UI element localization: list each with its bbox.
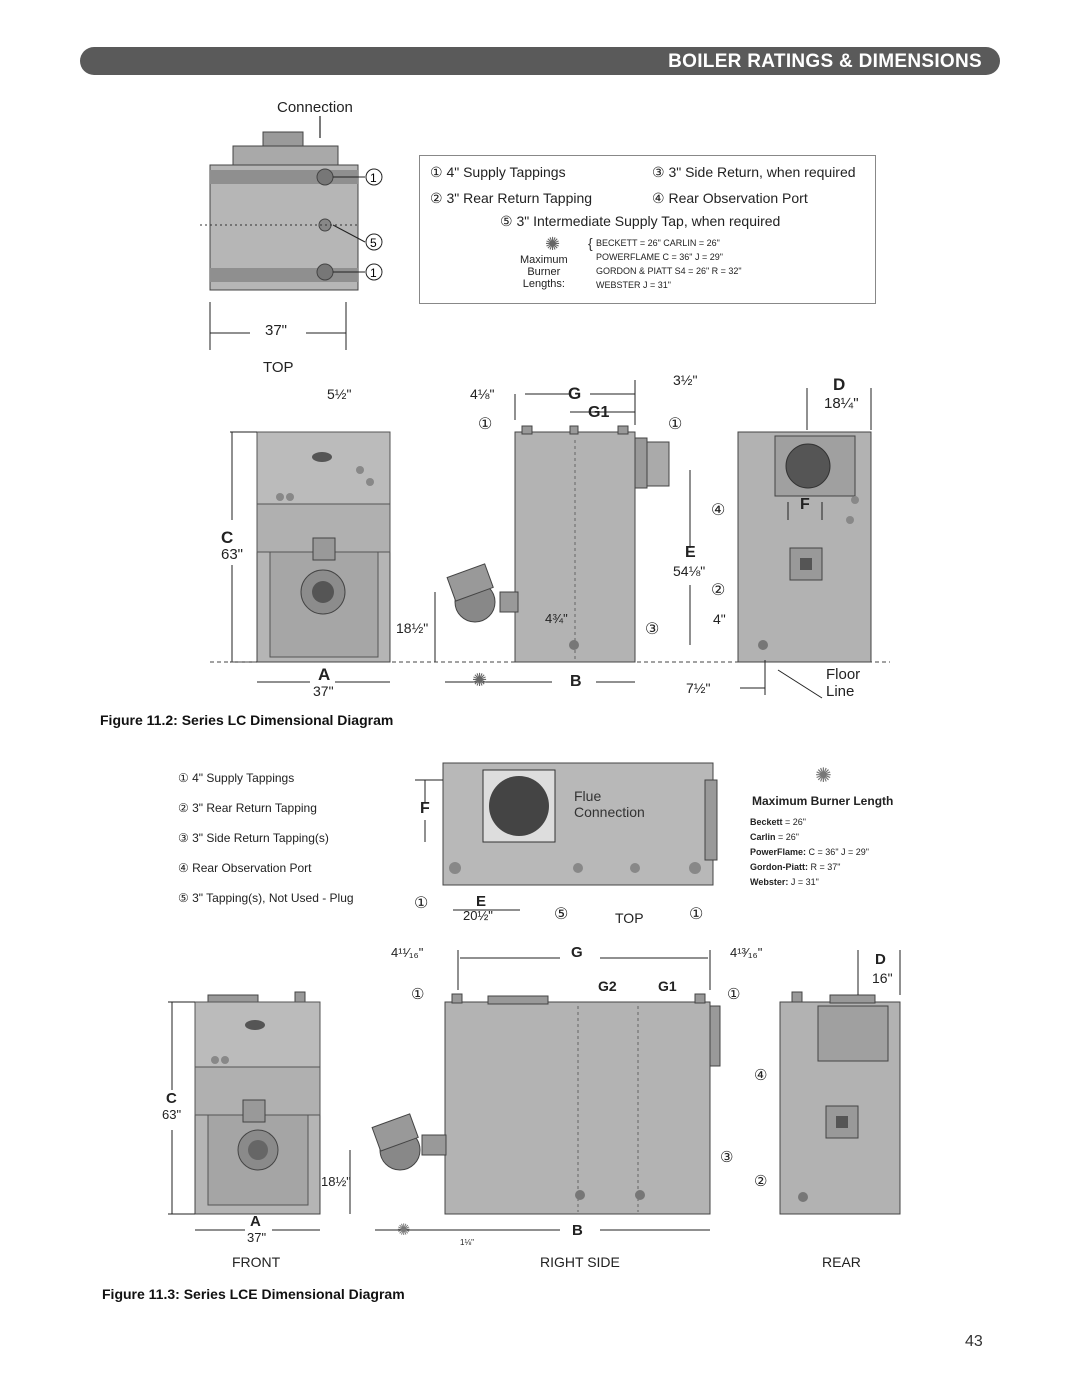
- dim-18-25: 18¼": [824, 395, 859, 412]
- dim-D: D: [833, 375, 846, 394]
- lce-dim-G2: G2: [598, 978, 617, 994]
- callout-1: ①: [478, 416, 493, 433]
- lce-dim-G1: G1: [658, 978, 677, 994]
- view-label-right-side: RIGHT SIDE: [540, 1254, 620, 1270]
- lce-dim-16: 16": [872, 970, 893, 986]
- lce-top-label: TOP: [615, 910, 644, 926]
- lce-dim-4-11-16: 4¹¹⁄₁₆": [391, 945, 424, 960]
- legend-item-1: ① 4" Supply Tappings: [178, 771, 295, 785]
- dim-4-1-8: 4⅛": [470, 386, 495, 402]
- lce-dim-4-13-16: 4¹³⁄₁₆": [730, 945, 763, 960]
- svg-text:5: 5: [370, 236, 377, 250]
- dim-63: 63": [221, 546, 244, 563]
- figure-11-2-caption: Figure 11.2: Series LC Dimensional Diagram: [100, 712, 394, 728]
- lce-dim-63: 63": [162, 1107, 182, 1122]
- dim-4: 4": [713, 611, 726, 627]
- lce-legend-list: [178, 763, 354, 913]
- legend-item-5: ⑤ 3" Tapping(s), Not Used - Plug: [178, 891, 354, 905]
- legend-item-2: ② 3" Rear Return Tapping: [430, 190, 593, 206]
- legend-item-3: ③ 3" Side Return, when required: [652, 164, 856, 180]
- connection-label: Connection: [277, 99, 353, 116]
- callout-1: ①: [689, 906, 704, 923]
- callout-3: ③: [645, 621, 660, 638]
- view-label-front: FRONT: [232, 1254, 281, 1270]
- lce-dim-G: G: [571, 944, 583, 961]
- dim-G1: G1: [588, 404, 610, 421]
- callout-1: ①: [727, 986, 741, 1003]
- dim-5-5: 5½": [327, 386, 352, 402]
- callout-1: ①: [414, 895, 429, 912]
- lc-legend-box: ① 4" Supply Tappings ③ 3" Side Return, when required ② 3" Rear Return Tapping ④ Rear Observation Port ⑤ 3" Intermediate Supply Tap, when required ✺ Maximum Burner Lengths: { BECKETT = 26" CARLIN = 26" POWERFLAME C = 36" J = 29" GORDON & PIATT S4 = 26" R = 32" WEBSTER J = 31": [419, 155, 876, 304]
- lce-dim-20-5: 20½": [463, 908, 493, 923]
- dim-3-5: 3½": [673, 372, 698, 388]
- lce-dim-E: E: [476, 893, 487, 910]
- max-burner-title: Maximum Burner Length: [752, 794, 894, 808]
- dim-E: E: [685, 544, 696, 561]
- flue-connection-label: Flue Connection: [574, 788, 645, 820]
- callout-1: ①: [668, 416, 683, 433]
- callout-5: ⑤: [554, 906, 569, 923]
- figure-11-3-caption: Figure 11.3: Series LCE Dimensional Diagram: [102, 1286, 405, 1302]
- lc-top-view: [180, 90, 420, 360]
- callout-1: ①: [411, 986, 425, 1003]
- lce-dim-D: D: [875, 951, 886, 968]
- callout-4: ④: [711, 502, 726, 519]
- legend-item-2: ② 3" Rear Return Tapping: [178, 801, 317, 815]
- legend-item-1: ① 4" Supply Tappings: [430, 164, 566, 180]
- burner-lengths-list: BECKETT = 26" CARLIN = 26" POWERFLAME C = 36" J = 29" GORDON & PIATT S4 = 26" R = 32" WEBSTER J = 31": [596, 238, 742, 290]
- lce-dim-A: A: [250, 1213, 261, 1230]
- lce-dim-F: F: [420, 800, 430, 817]
- lce-dim-18-5: 18½": [321, 1174, 351, 1189]
- legend-item-3: ③ 3" Side Return Tapping(s): [178, 831, 329, 845]
- burner-symbol-icon: ✺: [815, 765, 832, 787]
- dim-G: G: [568, 384, 582, 403]
- callout-2: ②: [711, 582, 726, 599]
- max-burner-label: Maximum Burner Lengths:: [520, 254, 568, 290]
- dim-F: F: [800, 496, 810, 513]
- svg-text:1: 1: [370, 266, 377, 280]
- callout-4: ④: [754, 1067, 768, 1084]
- callout-3: ③: [720, 1149, 734, 1166]
- burner-symbol-icon: ✺: [472, 670, 488, 690]
- top-view-label: TOP: [263, 359, 294, 376]
- dim-B: B: [570, 673, 582, 690]
- page-number: 43: [965, 1333, 983, 1350]
- dim-54: 54⅛": [673, 563, 706, 579]
- dim-C: C: [221, 528, 234, 547]
- burner-symbol-icon: ✺: [397, 1222, 411, 1239]
- section-title: BOILER RATINGS & DIMENSIONS: [668, 51, 982, 72]
- dim-18-5: 18½": [396, 620, 429, 636]
- lce-elevation-views: [160, 940, 920, 1260]
- dim-37: 37": [313, 683, 334, 699]
- legend-item-5: ⑤ 3" Intermediate Supply Tap, when required: [500, 213, 781, 229]
- svg-text:1: 1: [370, 171, 377, 185]
- floor-line-label: Floor Line: [826, 666, 861, 700]
- legend-item-4: ④ Rear Observation Port: [178, 861, 312, 875]
- section-header-bar: [80, 47, 1000, 75]
- lce-dim-B: B: [572, 1222, 583, 1239]
- burner-symbol-icon: ✺: [545, 234, 561, 254]
- dim-4-75: 4¾": [545, 611, 568, 626]
- dim-A: A: [318, 665, 331, 684]
- dim-7-5: 7½": [686, 680, 711, 696]
- lce-dim-1-8: 1⅛": [460, 1238, 474, 1247]
- legend-item-4: ④ Rear Observation Port: [652, 190, 808, 206]
- top-width-dim: 37": [265, 322, 288, 339]
- callout-2: ②: [754, 1173, 768, 1190]
- lce-dim-C: C: [166, 1090, 177, 1107]
- lc-elevation-views: [210, 370, 890, 710]
- lce-burner-list: Beckett = 26" Carlin = 26" PowerFlame: C = 36" J = 29" Gordon-Piatt: R = 37" Webster: J = 31": [750, 817, 869, 887]
- lce-dim-37: 37": [247, 1230, 267, 1245]
- view-label-rear: REAR: [822, 1254, 861, 1270]
